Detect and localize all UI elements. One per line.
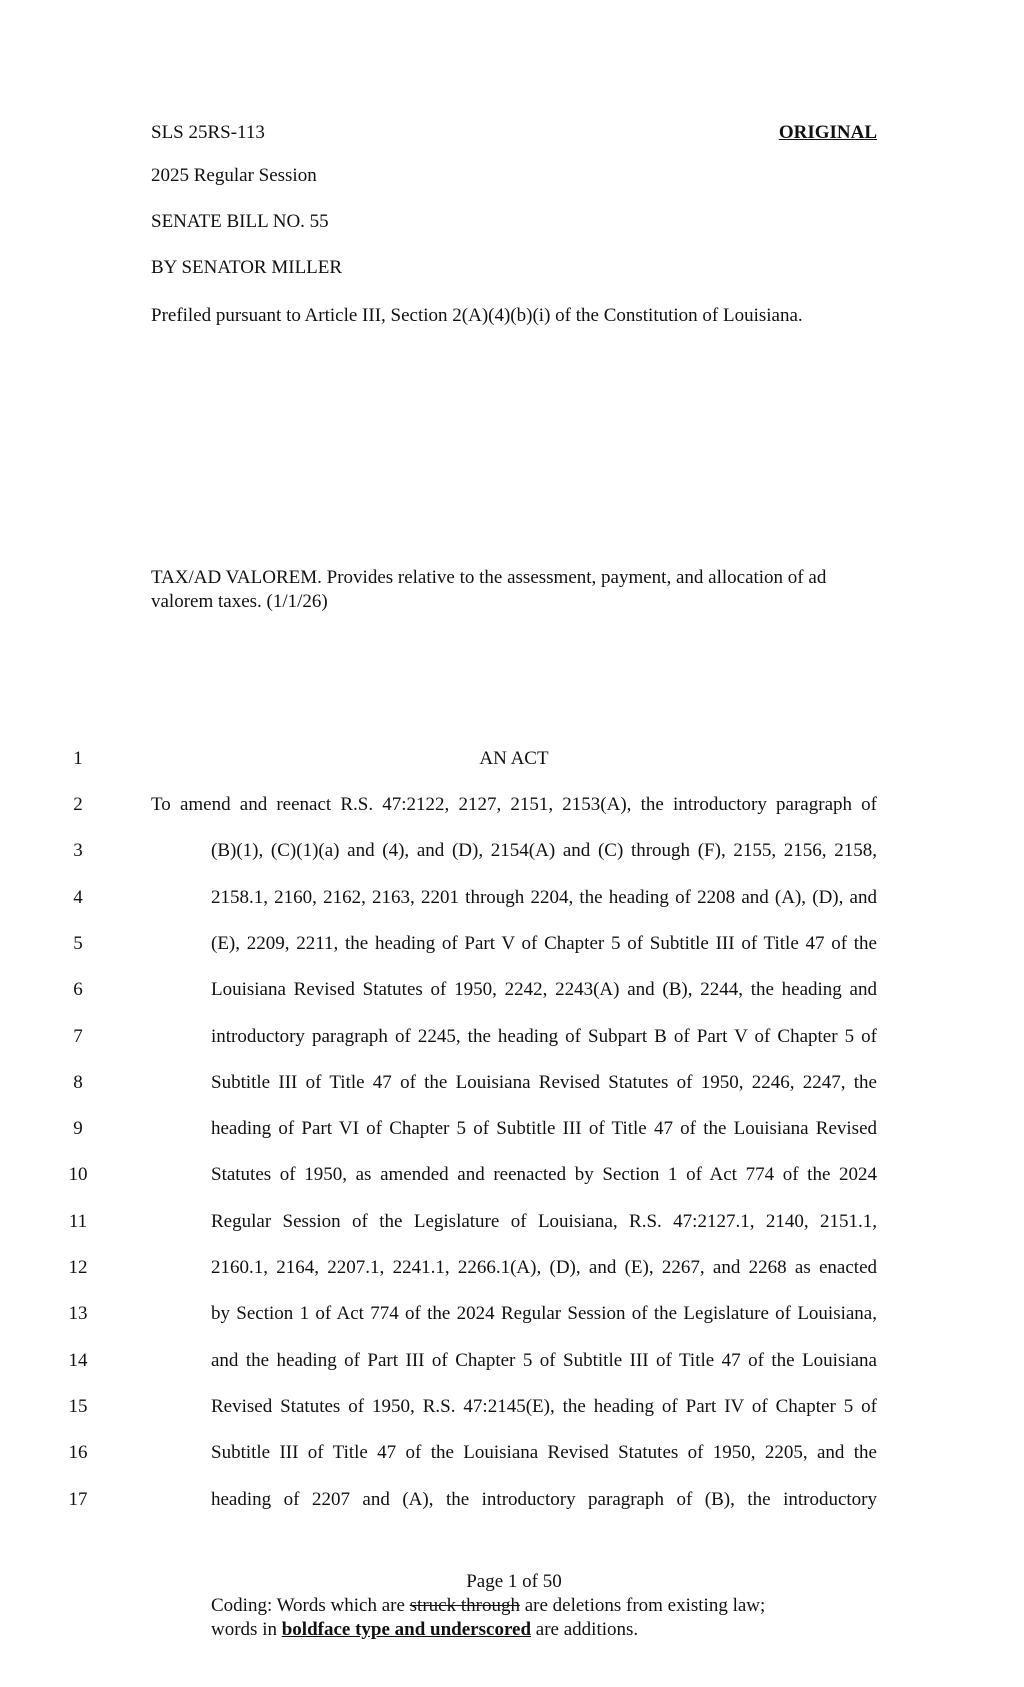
act-line: 2158.1, 2160, 2162, 2163, 2201 through 2204, the heading of 2208 and (A), (D), and: [211, 887, 877, 908]
coding-suffix: are additions.: [531, 1619, 639, 1640]
act-line: Statutes of 1950, as amended and reenacted by Section 1 of Act 774 of the 2024: [211, 1164, 877, 1185]
line-number: 10: [68, 1164, 88, 1185]
line-number: 6: [73, 979, 83, 1000]
act-line: Subtitle III of Title 47 of the Louisiana Revised Statutes of 1950, 2246, 2247, the: [211, 1072, 877, 1093]
line-number: 15: [68, 1396, 88, 1417]
act-line: heading of Part VI of Chapter 5 of Subtitle III of Title 47 of the Louisiana Revised: [211, 1118, 877, 1139]
coding-line2-prefix: words in: [211, 1619, 282, 1640]
bill-code: SLS 25RS-113: [151, 122, 265, 143]
act-line: Subtitle III of Title 47 of the Louisiana Revised Statutes of 1950, 2205, and the: [211, 1442, 877, 1463]
line-number: 11: [68, 1211, 88, 1232]
line-number: 3: [73, 840, 83, 861]
line-number: 12: [68, 1257, 88, 1278]
act-line: Louisiana Revised Statutes of 1950, 2242, 2243(A) and (B), 2244, the heading and: [211, 979, 877, 1000]
page-number: Page 1 of 50: [466, 1571, 562, 1592]
bill-author: BY SENATOR MILLER: [151, 257, 343, 278]
act-line: introductory paragraph of 2245, the heading of Subpart B of Part V of Chapter 5 of: [211, 1026, 877, 1047]
version-label: ORIGINAL: [778, 122, 877, 143]
act-line: heading of 2207 and (A), the introductory paragraph of (B), the introductory: [211, 1489, 877, 1510]
act-title: AN ACT: [479, 748, 549, 769]
line-number: 4: [73, 887, 83, 908]
coding-bold-example: boldface type and underscored: [281, 1619, 532, 1640]
line-number: 17: [68, 1489, 88, 1510]
line-number: 2: [73, 794, 83, 815]
prefiled-note: Prefiled pursuant to Article III, Section 2(A)(4)(b)(i) of the Constitution of Louisiana.: [151, 305, 803, 326]
act-line: To amend and reenact R.S. 47:2122, 2127, 2151, 2153(A), the introductory paragraph of: [151, 794, 877, 815]
coding-middle: are deletions from existing law;: [519, 1595, 766, 1616]
line-number: 13: [68, 1303, 88, 1324]
session-label: 2025 Regular Session: [151, 165, 317, 186]
act-line: 2160.1, 2164, 2207.1, 2241.1, 2266.1(A), (D), and (E), 2267, and 2268 as enacted: [211, 1257, 877, 1278]
line-number: 9: [73, 1118, 83, 1139]
coding-prefix: Coding: Words which are: [211, 1595, 410, 1616]
coding-strike-example: struck through: [409, 1595, 520, 1616]
act-line: Regular Session of the Legislature of Louisiana, R.S. 47:2127.1, 2140, 2151.1,: [211, 1211, 877, 1232]
act-line: by Section 1 of Act 774 of the 2024 Regular Session of the Legislature of Louisiana,: [211, 1303, 877, 1324]
act-line: (E), 2209, 2211, the heading of Part V of Chapter 5 of Subtitle III of Title 47 of the: [211, 933, 877, 954]
act-line: Revised Statutes of 1950, R.S. 47:2145(E), the heading of Part IV of Chapter 5 of: [211, 1396, 877, 1417]
line-number: 14: [68, 1350, 88, 1371]
line-number: 8: [73, 1072, 83, 1093]
act-line: (B)(1), (C)(1)(a) and (4), and (D), 2154(A) and (C) through (F), 2155, 2156, 2158,: [211, 840, 877, 861]
coding-legend: [211, 1594, 765, 1642]
line-number: 7: [73, 1026, 83, 1047]
line-number: 1: [73, 748, 83, 769]
line-number: 5: [73, 933, 83, 954]
line-number: 16: [68, 1442, 88, 1463]
act-line: and the heading of Part III of Chapter 5 of Subtitle III of Title 47 of the Louisiana: [211, 1350, 877, 1371]
bill-number: SENATE BILL NO. 55: [151, 211, 329, 232]
bill-digest: TAX/AD VALOREM. Provides relative to the assessment, payment, and allocation of ad valorem taxes. (1/1/26): [151, 567, 827, 612]
